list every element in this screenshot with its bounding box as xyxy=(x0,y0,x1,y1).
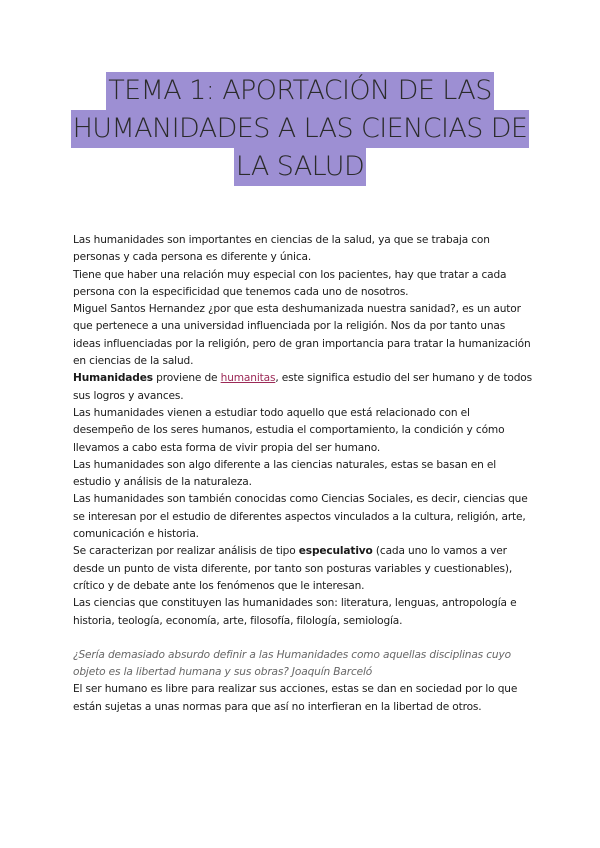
paragraph-social-sciences: Las humanidades son también conocidas como Ciencias Sociales, es decir, ciencias que se interesan por el estudio de diferentes aspectos vinculados a la cultura, religión, arte, comunicación e historia. xyxy=(73,493,528,541)
paragraph-natural-sciences: Las humanidades son algo diferente a las ciencias naturales, estas se basan en el estudio y análisis de la naturaleza. xyxy=(73,458,497,489)
speculative-text-b: (cada uno lo vamos a ver desde un punto de vista diferente, por tanto son posturas variables y cuestionables), crítico y de debate ante los fenómenos que le interesan. xyxy=(73,545,513,592)
quote-barcelo: ¿Sería demasiado absurdo definir a las Humanidades como aquellas disciplinas cuyo objeto es la libertad humana y sus obras? Joaquín Barceló xyxy=(73,648,511,679)
term-especulativo: especulativo xyxy=(298,545,373,558)
document-body xyxy=(73,232,533,716)
paragraph-disciplines: Las ciencias que constituyen las humanidades son: literatura, lenguas, antropología e historia, teología, economía, arte, filosofía, filología, semiología. xyxy=(73,597,517,627)
paragraph-intro: Las humanidades son importantes en ciencias de la salud, ya que se trabaja con personas y cada persona es diferente y única. xyxy=(73,234,490,264)
paragraph-author: Miguel Santos Hernandez ¿por que esta deshumanizada nuestra sanidad?, es un autor que pertenece a una universidad influenciada por la religión. Nos da por tanto unas ideas influenciadas por la religión, pero de gran importancia para tratar la humanización en ciencias de la salud. xyxy=(73,303,531,368)
paragraph-freedom: El ser humano es libre para realizar sus acciones, estas se dan en sociedad por lo que están sujetas a unas normas para que así no interfieran en la libertad de otros. xyxy=(73,683,518,713)
title-line-3: LA SALUD xyxy=(234,148,366,186)
paragraph-speculative xyxy=(73,543,533,595)
speculative-text-a: Se caracterizan por realizar análisis de tipo xyxy=(73,545,299,558)
etymology-text-a: proviene de xyxy=(152,372,221,385)
humanitas-link[interactable]: humanitas xyxy=(220,372,276,385)
paragraph-relation: Tiene que haber una relación muy especial con los pacientes, hay que tratar a cada persona con la especificidad que tenemos cada uno de nosotros. xyxy=(73,268,507,298)
title-line-2: HUMANIDADES A LAS CIENCIAS DE xyxy=(71,110,530,148)
term-humanidades: Humanidades xyxy=(73,372,153,385)
title-line-1: TEMA 1: APORTACIÓN DE LAS xyxy=(106,72,494,110)
document-title xyxy=(0,72,600,186)
etymology-text-b: , este significa estudio del ser humano y de todos sus logros y avances. xyxy=(73,372,532,402)
paragraph-etymology xyxy=(73,370,533,405)
paragraph-study: Las humanidades vienen a estudiar todo aquello que está relacionado con el desempeño de los seres humanos, estudia el comportamiento, la condición y cómo llevamos a cabo esta forma de vivir propia del ser humano. xyxy=(73,406,505,454)
